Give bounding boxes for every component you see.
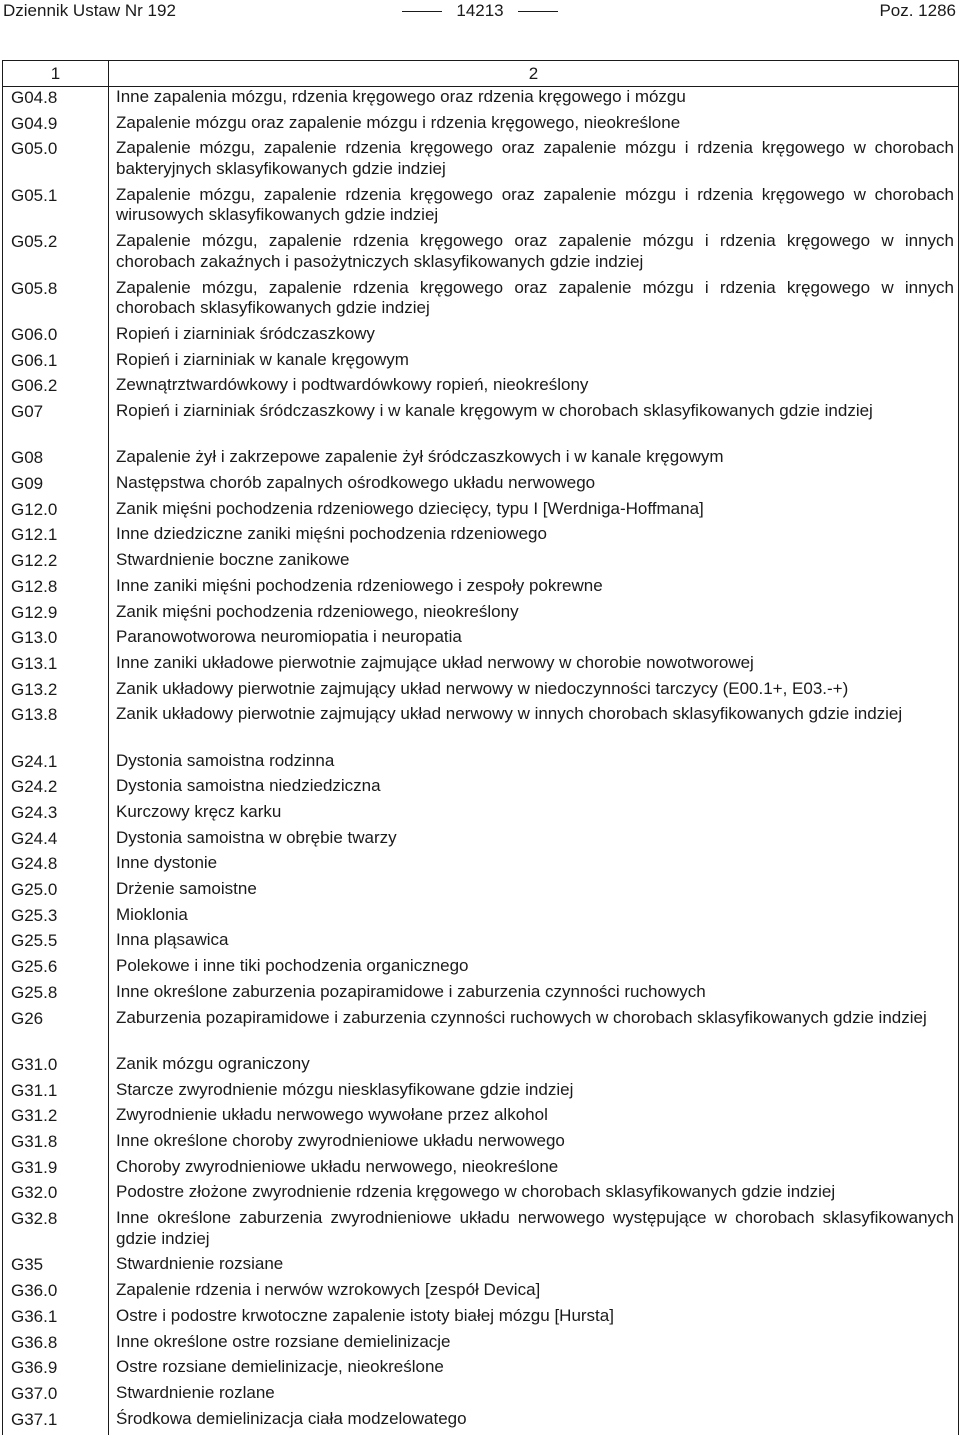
row-description: Zapalenie mózgu oraz zapalenie mózgu i rdzenia kręgowego, nieokreślone — [116, 112, 681, 132]
row-code: G05.2 — [11, 232, 58, 252]
row-code: G31.9 — [11, 1157, 58, 1177]
row-code: G31.2 — [11, 1106, 58, 1126]
row-description: Stwardnienie boczne zanikowe — [116, 550, 350, 570]
row-code: G25.0 — [11, 880, 58, 900]
row-code: G24.1 — [11, 751, 58, 771]
row-description: Stwardnienie rozsiane — [116, 1254, 284, 1274]
row-code: G24.8 — [11, 854, 58, 874]
row-description: Dystonia samoistna niedziedziczna — [116, 776, 381, 796]
row-description: Starcze zwyrodnienie mózgu niesklasyfikowane gdzie indziej — [116, 1079, 574, 1099]
row-description: Ropień i ziarniniak śródczaszkowy — [116, 323, 375, 343]
row-code: G13.2 — [11, 679, 58, 699]
row-code: G24.2 — [11, 777, 58, 797]
row-code: G25.5 — [11, 931, 58, 951]
row-code: G36.1 — [11, 1306, 58, 1326]
row-description: Zanik mięśni pochodzenia rdzeniowego, nieokreślony — [116, 601, 519, 621]
row-description: Polekowe i inne tiki pochodzenia organicznego — [116, 956, 469, 976]
row-description: Następstwa chorób zapalnych ośrodkowego układu nerwowego — [116, 473, 596, 493]
row-description: Ropień i ziarniniak w kanale kręgowym — [116, 349, 409, 369]
row-code: G31.1 — [11, 1080, 58, 1100]
row-code: G24.4 — [11, 828, 58, 848]
row-description: Dystonia samoistna w obrębie twarzy — [116, 827, 397, 847]
row-code: G24.3 — [11, 803, 58, 823]
row-description: Zapalenie mózgu, zapalenie rdzenia kręgowego oraz zapalenie mózgu i rdzenia kręgowego w chorobach wirusowych sklasyfikowanych gdzie indziej — [116, 184, 954, 225]
row-code: G12.1 — [11, 525, 58, 545]
row-code: G04.8 — [11, 88, 58, 107]
row-code: G12.0 — [11, 499, 58, 519]
row-description: Stwardnienie rozlane — [116, 1382, 275, 1402]
row-code: G08 — [11, 448, 44, 468]
row-description: Zapalenie mózgu, zapalenie rdzenia kręgowego oraz zapalenie mózgu i rdzenia kręgowego w chorobach bakteryjnych sklasyfikowanych gdzie indziej — [116, 138, 954, 179]
row-code: G06.1 — [11, 350, 58, 370]
descriptions-column — [109, 87, 959, 1436]
row-description: Zwyrodnienie układu nerwowego wywołane przez alkohol — [116, 1105, 548, 1125]
row-code: G37.0 — [11, 1383, 58, 1403]
row-description: Mioklonia — [116, 904, 188, 924]
page-header — [0, 0, 960, 26]
icd-code-table — [2, 60, 959, 1435]
row-description: Środkowa demielinizacja ciała modzelowatego — [116, 1408, 467, 1428]
row-code: G25.8 — [11, 982, 58, 1002]
row-code: G07 — [11, 402, 44, 421]
row-code: G31.0 — [11, 1054, 58, 1074]
row-description: Inne zapalenia mózgu, rdzenia kręgowego oraz rdzenia kręgowego i mózgu — [116, 87, 686, 106]
row-code: G25.3 — [11, 905, 58, 925]
row-description: Inne określone zaburzenia pozapiramidowe i zaburzenia czynności ruchowych — [116, 981, 706, 1001]
dash-right — [518, 11, 558, 12]
row-code: G09 — [11, 474, 44, 494]
row-description: Kurczowy kręcz karku — [116, 802, 282, 822]
table-header-row — [3, 61, 959, 87]
row-code: G13.0 — [11, 628, 58, 648]
row-description: Zanik układowy pierwotnie zajmujący układ nerwowy w innych chorobach sklasyfikowanych gdzie indziej — [116, 704, 903, 724]
row-code: G32.0 — [11, 1183, 58, 1203]
dash-left — [402, 11, 442, 12]
row-code: G06.2 — [11, 376, 58, 396]
row-description: Drżenie samoistne — [116, 879, 257, 899]
row-code: G35 — [11, 1255, 44, 1275]
row-description: Inne określone zaburzenia zwyrodnieniowe układu nerwowego występujące w chorobach sklasyfikowanych gdzie indziej — [116, 1208, 954, 1248]
row-description: Inne określone choroby zwyrodnieniowe układu nerwowego — [116, 1130, 565, 1150]
row-description: Inne zaniki układowe pierwotnie zajmujące układ nerwowy w chorobie nowotworowej — [116, 652, 754, 672]
codes-column — [3, 87, 109, 1436]
row-description: Zapalenie żył i zakrzepowe zapalenie żył śródczaszkowych i w kanale kręgowym — [116, 447, 724, 467]
position-number: Poz. 1286 — [879, 1, 956, 20]
row-description: Ostre i podostre krwotoczne zapalenie istoty białej mózgu [Hursta] — [116, 1305, 614, 1325]
column-header-description: 2 — [109, 61, 959, 87]
row-description: Zapalenie rdzenia i nerwów wzrokowych [zespół Devica] — [116, 1280, 541, 1300]
row-code: G37.1 — [11, 1409, 58, 1429]
row-description: Inne dziedziczne zaniki mięśni pochodzenia rdzeniowego — [116, 524, 547, 544]
row-description: Zanik mięśni pochodzenia rdzeniowego dziecięcy, typu I [Werdniga-Hoffmana] — [116, 498, 704, 518]
row-description: Zanik układowy pierwotnie zajmujący układ nerwowy w niedoczynności tarczycy (E00.1+, E03.-+) — [116, 678, 849, 698]
row-description: Ostre rozsiane demielinizacje, nieokreślone — [116, 1357, 444, 1377]
row-code: G13.8 — [11, 705, 58, 725]
row-description: Inne dystonie — [116, 853, 218, 873]
row-code: G26 — [11, 1008, 44, 1028]
row-description: Inna pląsawica — [116, 930, 229, 950]
row-code: G04.9 — [11, 113, 58, 133]
column-header-code: 1 — [3, 61, 109, 87]
row-code: G36.9 — [11, 1358, 58, 1378]
row-description: Zapalenie mózgu, zapalenie rdzenia kręgowego oraz zapalenie mózgu i rdzenia kręgowego w innych chorobach sklasyfikowanych gdzie indziej — [116, 277, 954, 318]
row-description: Podostre złożone zwyrodnienie rdzenia kręgowego w chorobach sklasyfikowanych gdzie indziej — [116, 1182, 836, 1202]
row-code: G36.8 — [11, 1332, 58, 1352]
row-description: Inne określone ostre rozsiane demielinizacje — [116, 1331, 451, 1351]
row-code: G32.8 — [11, 1209, 58, 1229]
table-body-row — [3, 87, 959, 1436]
row-description: Ropień i ziarniniak śródczaszkowy i w kanale kręgowym w chorobach sklasyfikowanych gdzie indziej — [116, 401, 873, 420]
row-code: G25.6 — [11, 957, 58, 977]
row-description: Zewnątrztwardówkowy i podtwardówkowy ropień, nieokreślony — [116, 375, 589, 395]
row-code: G05.1 — [11, 185, 58, 205]
row-code: G12.2 — [11, 551, 58, 571]
row-description: Inne zaniki mięśni pochodzenia rdzeniowego i zespoły pokrewne — [116, 575, 603, 595]
row-description: Zapalenie mózgu, zapalenie rdzenia kręgowego oraz zapalenie mózgu i rdzenia kręgowego w innych chorobach zakaźnych i pasożytniczych sklasyfikowanych gdzie indziej — [116, 231, 954, 271]
row-code: G31.8 — [11, 1131, 58, 1151]
row-description: Paranowotworowa neuromiopatia i neuropatia — [116, 627, 462, 647]
row-code: G13.1 — [11, 653, 58, 673]
row-description: Choroby zwyrodnieniowe układu nerwowego, nieokreślone — [116, 1156, 559, 1176]
row-description: Dystonia samoistna rodzinna — [116, 750, 335, 770]
row-code: G12.8 — [11, 576, 58, 596]
row-description: Zaburzenia pozapiramidowe i zaburzenia czynności ruchowych w chorobach sklasyfikowanych gdzie indziej — [116, 1007, 927, 1027]
page-number: 14213 — [456, 1, 504, 20]
row-code: G12.9 — [11, 602, 58, 622]
row-code: G05.8 — [11, 278, 58, 298]
page-number-block — [0, 1, 960, 21]
row-code: G05.0 — [11, 139, 58, 159]
row-code: G06.0 — [11, 324, 58, 344]
row-description: Zanik mózgu ograniczony — [116, 1053, 310, 1073]
journal-title: Dziennik Ustaw Nr 192 — [3, 1, 176, 20]
row-code: G36.0 — [11, 1281, 58, 1301]
